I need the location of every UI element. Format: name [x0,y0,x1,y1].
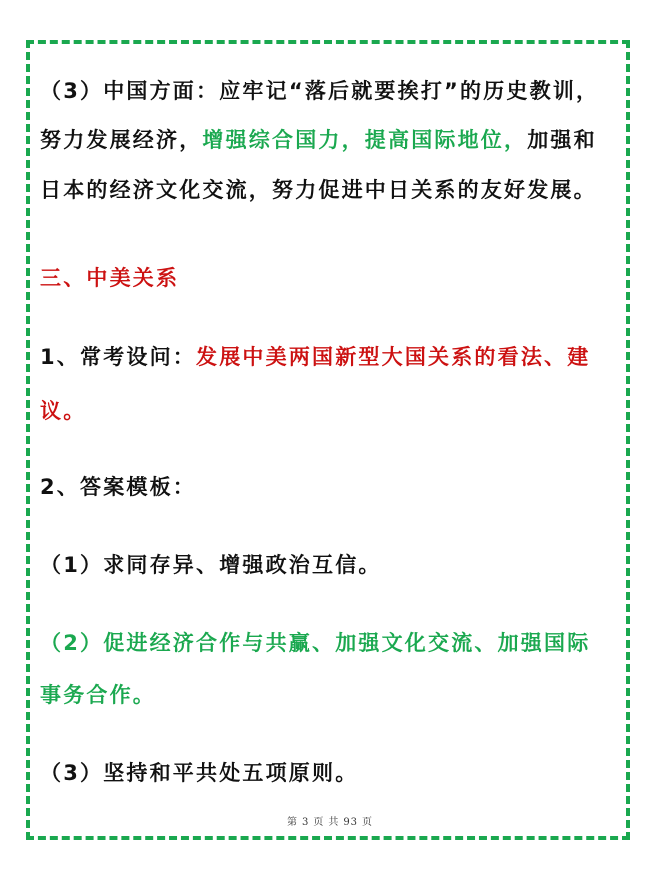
china-text-a: 努力发展经济， [40,128,203,152]
china-text: 应牢记“落后就要挨打”的历史教训， [219,79,600,103]
answer-item-2-line-2: 事务合作。 [40,683,156,707]
question-line-1 [40,343,590,371]
answer-template-label: 2、答案模板： [40,475,197,499]
china-text-highlight: 增强综合国力，提高国际地位， [202,128,528,152]
page-footer: 第 3 页 共 93 页 [286,817,374,828]
question-line-2: 议。 [40,399,87,423]
answer-item-2-line-1: （2）促进经济合作与共赢、加强文化交流、加强国际 [40,631,591,655]
section-heading-us: 三、中美关系 [40,266,180,290]
china-heading: （3）中国方面： [40,79,220,103]
total-page-number: 93 [343,817,359,828]
dashed-page-border [26,40,630,840]
question-label: 1、常考设问： [40,345,197,369]
china-text-c: 加强和 [527,128,597,152]
answer-item-1: （1）求同存异、增强政治互信。 [40,553,382,577]
china-line-2 [40,126,597,154]
current-page-number: 3 [301,817,310,828]
china-line-1 [40,77,599,105]
question-text: 发展中美两国新型大国关系的看法、建 [196,345,591,369]
answer-item-3: （3）坚持和平共处五项原则。 [40,761,359,785]
china-line-3: 日本的经济文化交流，努力促进中日关系的友好发展。 [40,178,597,202]
